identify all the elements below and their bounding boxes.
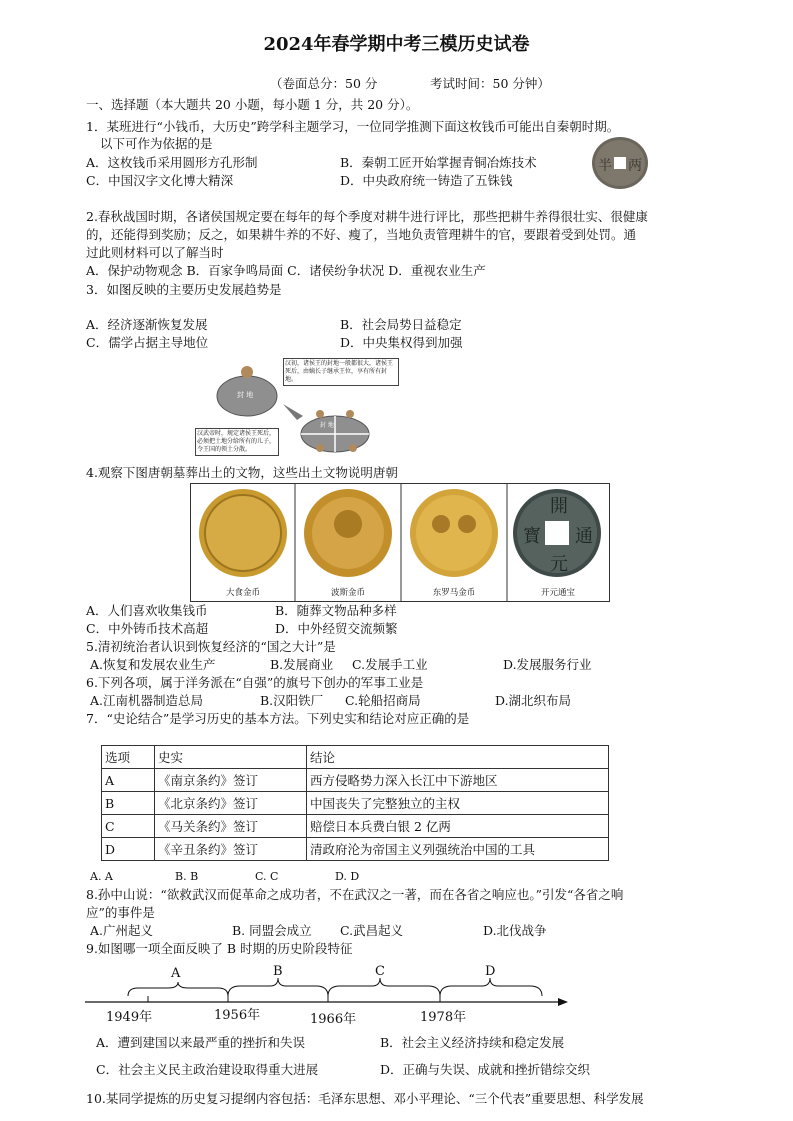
q7-option-b: B. B xyxy=(175,870,199,883)
period-label-c: C xyxy=(375,964,385,979)
q1-option-b: B．秦朝工匠开始掌握青铜冶炼技术 xyxy=(340,155,537,170)
q2-stem-3: 过此则材料可以了解当时 xyxy=(86,245,224,260)
table-row xyxy=(102,792,609,815)
q8-stem-2: 应”的事件是 xyxy=(86,905,155,920)
cell-fact: 《辛丑条约》签订 xyxy=(155,838,307,861)
q2-stem: 2.春秋战国时期，各诸侯国规定要在每年的每个季度对耕牛进行评比，那些把耕牛养得很壮实、很健康 xyxy=(86,209,648,224)
q3-option-a: A．经济逐渐恢复发展 xyxy=(86,317,208,332)
period-label-a: A xyxy=(171,966,181,981)
year-1949: 1949年 xyxy=(106,1010,153,1025)
q6-option-a: A.江南机器制造总局 xyxy=(90,693,204,708)
banliang-coin-image xyxy=(590,135,650,191)
q7-stem: 7．“史论结合”是学习历史的基本方法。下列史实和结论对应正确的是 xyxy=(86,711,470,726)
year-1978: 1978年 xyxy=(420,1010,467,1025)
caption-kaiyuan: 开元通宝 xyxy=(540,588,575,598)
q7-option-a: A. A xyxy=(90,870,113,883)
q7-option-d: D. D xyxy=(335,870,360,883)
cell-option: A xyxy=(102,769,155,792)
cell-option: C xyxy=(102,815,155,838)
q4-stem: 4.观察下图唐朝墓葬出土的文物，这些出土文物说明唐朝 xyxy=(86,465,398,480)
header-conclusion: 结论 xyxy=(307,746,609,769)
q1-option-c: C．中国汉字文化博大精深 xyxy=(86,173,234,188)
q7-option-c: C. C xyxy=(255,870,279,883)
header-fact: 史实 xyxy=(155,746,307,769)
q8-stem: 8.孙中山说：“欲救武汉而促革命之成功者，不在武汉之一著，而在各省之响应也。”引发“各省之响 xyxy=(86,887,624,902)
q9-option-b: B．社会主义经济持续和稳定发展 xyxy=(380,1035,565,1050)
table-row xyxy=(102,815,609,838)
q6-option-d: D.湖北织布局 xyxy=(495,693,572,708)
q10-stem: 10.某同学提炼的历史复习提纲内容包括：毛泽东思想、邓小平理论、“三个代表”重要思想、科学发展 xyxy=(86,1091,644,1106)
q3-box-early-han: 汉初，诸侯王的封地一般都很大，诸侯王死后，由嫡长子继承王位，享有所有封地。 xyxy=(283,358,399,386)
q4-option-d: D．中外经贸交流频繁 xyxy=(275,621,398,636)
period-label-b: B xyxy=(273,964,283,979)
section-heading: 一、选择题（本大题共 20 小题，每小题 1 分，共 20 分）。 xyxy=(86,97,419,112)
q7-table xyxy=(101,745,609,861)
cell-option: B xyxy=(102,792,155,815)
q5-stem: 5.清初统治者认识到恢复经济的“国之大计”是 xyxy=(86,639,336,654)
table-row xyxy=(102,769,609,792)
cell-fact: 《南京条约》签订 xyxy=(155,769,307,792)
exam-time: 考试时间：50 分钟） xyxy=(430,76,550,91)
kaiyuan-char-top: 開 xyxy=(550,496,568,517)
cell-fact: 《北京条约》签订 xyxy=(155,792,307,815)
kaiyuan-char-left: 寳 xyxy=(523,526,541,547)
q9-option-d: D．正确与失误、成就和挫折错综交织 xyxy=(380,1062,591,1077)
q3-option-d: D．中央集权得到加强 xyxy=(340,335,463,350)
q5-option-b: B.发展商业 xyxy=(270,657,334,672)
kaiyuan-char-bottom: 元 xyxy=(550,554,568,575)
q3-option-b: B．社会局势日益稳定 xyxy=(340,317,462,332)
q2-options: A．保护动物观念 B．百家争鸣局面 C．诸侯纷争状况 D．重视农业生产 xyxy=(86,263,486,278)
q4-coin-panel xyxy=(190,483,610,602)
caption-dashi: 大食金币 xyxy=(225,588,260,598)
table-header-row xyxy=(102,746,609,769)
q1-option-d: D．中央政府统一铸造了五铢钱 xyxy=(340,173,513,188)
year-1956: 1956年 xyxy=(214,1008,261,1023)
q8-option-d: D.北伐战争 xyxy=(483,923,547,938)
q3-option-c: C．儒学占据主导地位 xyxy=(86,335,209,350)
coin-char-right: 两 xyxy=(628,158,642,174)
q9-option-a: A．遭到建国以来最严重的挫折和失误 xyxy=(96,1035,306,1050)
fief-label-main: 封 地 xyxy=(237,391,254,399)
q9-option-c: C．社会主义民主政治建设取得重大进展 xyxy=(96,1062,319,1077)
q6-option-c: C.轮船招商局 xyxy=(345,693,421,708)
q1-stem: 1．某班进行“小钱币，大历史”跨学科主题学习，一位同学推测下面这枚钱币可能出自秦朝时期。 xyxy=(86,119,620,134)
coin-char-left: 半 xyxy=(598,158,612,174)
cell-option: D xyxy=(102,838,155,861)
q6-stem: 6.下列各项，属于洋务派在“自强”的旗号下创办的军事工业是 xyxy=(86,675,424,690)
period-label-d: D xyxy=(485,964,496,979)
q3-stem: 3．如图反映的主要历史发展趋势是 xyxy=(86,282,282,297)
kaiyuan-char-right: 通 xyxy=(575,526,593,547)
q5-option-a: A.恢复和发展农业生产 xyxy=(90,657,216,672)
q4-option-b: B．随葬文物品种多样 xyxy=(275,603,397,618)
header-option: 选项 xyxy=(102,746,155,769)
q8-option-b: B. 同盟会成立 xyxy=(232,923,312,938)
q2-stem-2: 的，还能得到奖励；反之，如果耕牛养的不好、瘦了，当地负责管理耕牛的官，要跟着受到处罚。通 xyxy=(86,227,637,242)
cell-conclusion: 中国丧失了完整独立的主权 xyxy=(307,792,609,815)
q3-fief-diagram xyxy=(195,356,400,456)
q1-option-a: A．这枚钱币采用圆形方孔形制 xyxy=(86,155,258,170)
q8-option-a: A.广州起义 xyxy=(90,923,154,938)
cell-conclusion: 赔偿日本兵费白银 2 亿两 xyxy=(307,815,609,838)
q8-option-c: C.武昌起义 xyxy=(340,923,404,938)
year-1966: 1966年 xyxy=(310,1012,357,1027)
q4-option-a: A．人们喜欢收集钱币 xyxy=(86,603,208,618)
cell-fact: 《马关条约》签订 xyxy=(155,815,307,838)
q9-stem: 9.如图哪一项全面反映了 B 时期的历史阶段特征 xyxy=(86,941,353,956)
q4-option-c: C．中外铸币技术高超 xyxy=(86,621,209,636)
total-score: （卷面总分：50 分 xyxy=(270,76,378,91)
cell-conclusion: 西方侵略势力深入长江中下游地区 xyxy=(307,769,609,792)
q5-option-c: C.发展手工业 xyxy=(352,657,428,672)
table-row xyxy=(102,838,609,861)
cell-conclusion: 清政府沦为帝国主义列强统治中国的工具 xyxy=(307,838,609,861)
q5-option-d: D.发展服务行业 xyxy=(503,657,592,672)
q1-stem-2: 以下可作为依据的是 xyxy=(100,136,213,151)
q3-box-wudi: 汉武帝时，规定诸侯王死后，必须把土地分给所有的儿子，令王国的领土分散。 xyxy=(195,428,279,456)
caption-dongluoma: 东罗马金币 xyxy=(432,588,476,598)
fief-label-split: 封 地 xyxy=(320,422,334,429)
caption-bosi: 波斯金币 xyxy=(330,588,365,598)
exam-title: 2024年春学期中考三模历史试卷 xyxy=(263,34,530,55)
q6-option-b: B.汉阳铁厂 xyxy=(260,693,324,708)
